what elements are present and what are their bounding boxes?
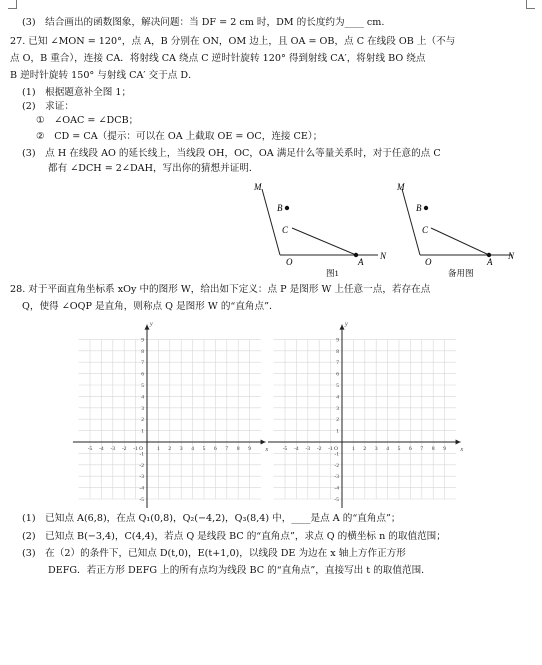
q27-part2: (2) 求证： [22,101,74,112]
y-tick-label: -5 [139,497,144,503]
x-tick-label: -1 [328,446,333,452]
q27-line1: 27. 已知 ∠MON = 120°，点 A，B 分别在 ON，OM 边上，且 OA = OB，点 C 在线段 OB 上（不与 [10,36,456,47]
label-n: N [380,251,387,261]
x-tick-label: 8 [431,446,435,452]
ray-om [262,189,280,255]
coordinate-grid-2 [268,322,464,508]
y-tick-label: 6 [141,371,144,378]
y-tick-label: 4 [336,394,339,401]
y-tick-label: -4 [334,485,339,492]
label-a: A [358,257,364,267]
x-tick-label: -5 [282,446,288,452]
x-tick-label: 6 [214,446,217,452]
y-tick-label: -1 [139,451,144,458]
y-tick-label: 1 [141,428,144,435]
label-m: M [397,182,405,192]
x-tick-label: -5 [87,446,93,452]
x-tick-label: 5 [397,446,401,452]
x-axis-arrow-icon [261,440,266,445]
q27-line3: B 逆时针旋转 150° 与射线 CA′ 交于点 D． [10,70,198,81]
figure-2-caption: 备用图 [448,268,474,278]
x-tick-label: O [139,446,143,452]
y-tick-label: 7 [336,360,339,367]
x-tick-label: 4 [386,446,389,452]
figure-2 [396,182,515,278]
y-tick-label: -3 [139,474,144,481]
x-tick-label: -2 [316,446,322,452]
y-axis-arrow-icon [340,325,345,330]
y-tick-label: 3 [141,405,144,412]
y-tick-label: 6 [336,371,339,378]
label-o: O [286,257,293,267]
x-tick-label: 3 [374,446,378,452]
point-b [424,206,428,210]
q27-part3-line1: (3) 点 H 在线段 AO 的延长线上，当线段 OH，OC，OA 满足什么等量关系时，对于任意的点 C [22,148,441,159]
x-tick-label: -2 [121,446,127,452]
x-tick-label: 3 [179,446,183,452]
y-tick-label: -5 [334,497,339,503]
figure-1-caption: 图1 [326,268,339,278]
y-tick-label: 7 [141,360,144,367]
q27-part2-b: ② CD = CA（提示：可以在 OA 上截取 OE = OC，连接 CE）； [36,131,323,142]
y-axis-label: y [345,321,348,328]
x-tick-label: 2 [363,446,367,452]
q28-line2: Q，使得 ∠OQP 是直角，则称点 Q 是图形 W 的“直角点”． [22,301,279,312]
label-n: N [508,251,515,261]
y-tick-label: 2 [141,417,144,424]
label-m: M [254,182,262,192]
y-axis-label: y [150,321,153,328]
q28-part1: (1) 已知点 A(6,8)，在点 Q₁(0,8)，Q₂(−4,2)，Q₃(8,4) 中，____是点 A 的“直角点”； [22,513,401,524]
q28-line1: 28. 对于平面直角坐标系 xOy 中的图形 W，给出如下定义：点 P 是图形 W 上任意一点，若存在点 [10,284,431,295]
label-c: C [282,225,289,235]
y-tick-label: 8 [336,348,339,355]
segment-ca [431,228,489,255]
q28-part3-line2: DEFG．若正方形 DEFG 上的所有点均为线段 BC 的“直角点”，直接写出 t 的取值范围． [48,565,431,576]
x-tick-label: 1 [157,446,160,452]
q28-part2: (2) 已知点 B(−3,4)，C(4,4)，若点 Q 是线段 BC 的“直角点”，求点 Q 的横坐标 n 的取值范围； [22,531,446,542]
q27-part2-a: ① ∠OAC = ∠DCB； [36,115,139,126]
x-tick-label: -1 [133,446,138,452]
x-tick-label: 5 [202,446,206,452]
y-tick-label: 9 [141,337,144,344]
y-tick-label: -2 [139,462,144,469]
x-tick-label: -3 [110,446,116,452]
y-tick-label: 8 [141,348,144,355]
x-tick-label: 6 [409,446,412,452]
x-tick-label: 8 [236,446,240,452]
x-tick-label: 7 [225,446,229,452]
y-tick-label: -1 [334,451,339,458]
coordinate-grid-1 [73,322,269,508]
x-axis-arrow-icon [456,440,461,445]
x-tick-label: O [334,446,338,452]
x-tick-label: -4 [294,446,299,452]
label-b: B [277,203,283,213]
corner-mark-top-right [526,0,535,9]
x-tick-label: 4 [191,446,194,452]
x-tick-label: 9 [248,446,251,452]
x-tick-label: 2 [168,446,172,452]
corner-mark-top-left [8,0,17,9]
x-tick-label: 7 [420,446,424,452]
x-tick-label: -4 [99,446,104,452]
x-tick-label: 1 [352,446,355,452]
q27-part1: (1) 根据题意补全图 1； [22,87,132,98]
y-tick-label: 5 [336,383,339,389]
y-tick-label: 3 [336,405,339,412]
y-tick-label: -3 [334,474,339,481]
q28-part3-line1: (3) 在（2）的条件下，已知点 D(t,0)，E(t+1,0)，以线段 DE 为边在 x 轴上方作正方形 [22,548,406,559]
label-o: O [425,257,432,267]
q27-part3-line2: 都有 ∠DCH = 2∠DAH，写出你的猜想并证明． [48,163,259,174]
y-tick-label: 9 [336,337,339,344]
segment-ca [292,228,356,255]
y-tick-label: -2 [334,462,339,469]
label-a: A [487,257,493,267]
point-b [285,206,289,210]
q27-line2: 点 O，B 重合），连接 CA．将射线 CA 绕点 C 逆时针旋转 120° 得到射线 CA′，将射线 BO 绕点 [10,53,426,64]
x-axis-label: x [265,447,269,453]
y-tick-label: 1 [336,428,339,435]
q27-figures [0,178,542,278]
y-axis-arrow-icon [145,325,150,330]
y-tick-label: 4 [141,394,144,401]
y-tick-label: 5 [141,383,144,389]
figure-1 [253,182,387,278]
q28-coordinate-grids [0,318,542,508]
x-axis-label: x [460,447,464,453]
x-tick-label: 9 [443,446,446,452]
y-tick-label: 2 [336,417,339,424]
q26-part3: (3) 结合画出的函数图象，解决问题：当 DF = 2 cm 时，DM 的长度约为____ cm. [22,17,385,28]
ray-om [402,189,420,255]
label-c: C [422,225,429,235]
label-b: B [416,203,422,213]
x-tick-label: -3 [305,446,311,452]
y-tick-label: -4 [139,485,144,492]
